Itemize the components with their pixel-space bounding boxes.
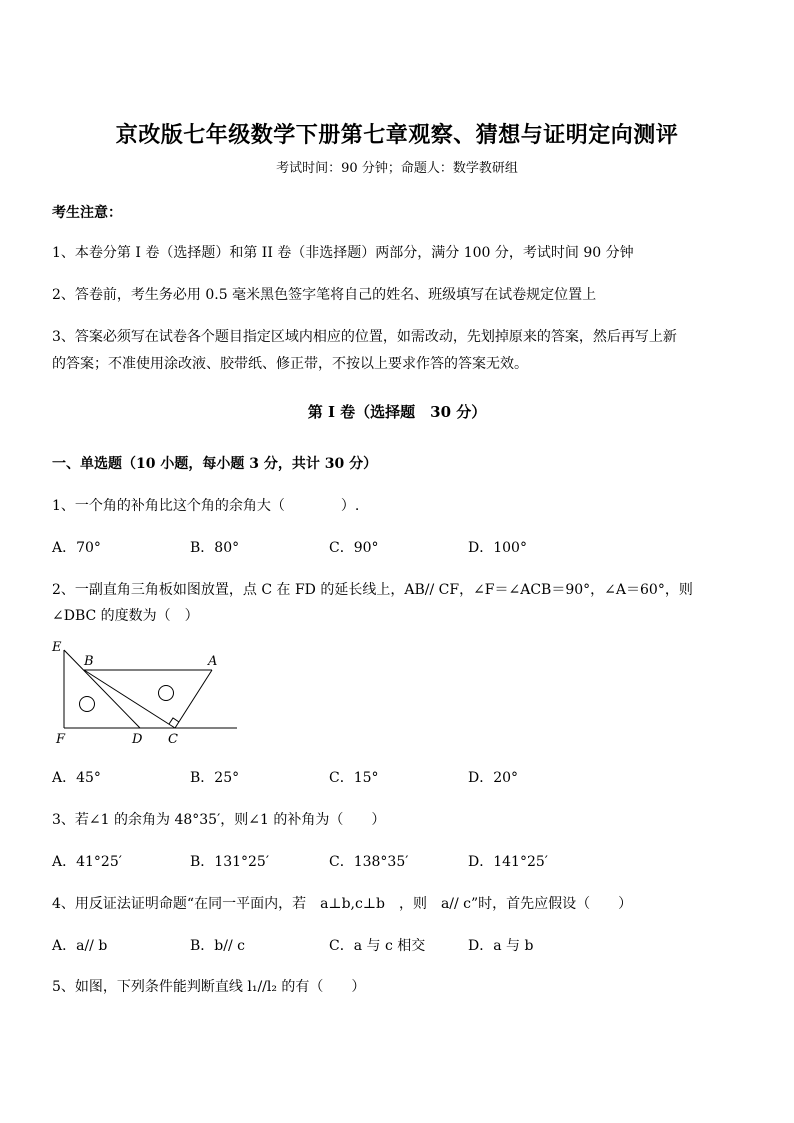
notice-item-1: 1、本卷分第 I 卷（选择题）和第 II 卷（非选择题）两部分，满分 100 分，考试时间 90 分钟 (52, 245, 634, 261)
q4-option-c: C．a 与 c 相交 (329, 938, 426, 954)
label-b: B (84, 654, 94, 669)
q3-option-d: D．141°25′ (468, 854, 548, 870)
q3-option-c: C．138°35′ (329, 854, 409, 870)
question-3-stem: 3、若∠1 的余角为 48°35′，则∠1 的补角为（ ） (52, 812, 386, 828)
label-f: F (56, 732, 66, 747)
q4-option-b: B．b// c (190, 938, 245, 954)
line-ed (64, 650, 140, 728)
q4-option-a: A．a// b (52, 938, 108, 954)
q4-option-d: D．a 与 b (468, 938, 534, 954)
q2-option-a: A．45° (52, 770, 101, 786)
page-title: 京改版七年级数学下册第七章观察、猜想与证明定向测评 (115, 122, 679, 148)
q2-option-d: D．20° (468, 770, 519, 786)
q3-option-a: A．41°25′ (52, 854, 122, 870)
triangle-hole-right (159, 686, 174, 701)
question-4-stem: 4、用反证法证明命题“在同一平面内，若 a⊥b,c⊥b ，则 a// c”时，首先应假设（ ） (52, 896, 633, 912)
part-heading: 一、单选题（10 小题，每小题 3 分，共计 30 分） (52, 456, 378, 472)
notice-item-3-cont: 的答案；不准使用涂改液、胶带纸、修正带，不按以上要求作答的答案无效。 (52, 356, 528, 372)
notice-heading: 考生注意： (52, 205, 122, 221)
q2-option-c: C．15° (329, 770, 379, 786)
triangle-figure (50, 638, 250, 748)
q3-option-b: B．131°25′ (190, 854, 270, 870)
notice-item-3: 3、答案必须写在试卷各个题目指定区域内相应的位置，如需改动，先划掉原来的答案，然后再写上新 (52, 329, 677, 345)
q1-option-a: A．70° (52, 540, 101, 556)
question-5-stem: 5、如图，下列条件能判断直线 l₁//l₂ 的有（ ） (52, 979, 366, 995)
label-a: A (208, 654, 218, 669)
notice-item-2: 2、答卷前，考生务必用 0.5 毫米黑色签字笔将自己的姓名、班级填写在试卷规定位置上 (52, 287, 597, 303)
q2-option-b: B．25° (190, 770, 240, 786)
label-d: D (132, 732, 143, 747)
q1-option-c: C．90° (329, 540, 379, 556)
q1-option-b: B．80° (190, 540, 240, 556)
right-angle-mark (169, 718, 179, 724)
question-1-stem: 1、一个角的补角比这个角的余角大（ ）. (52, 498, 360, 514)
line-ac (175, 670, 212, 728)
question-2-stem-line2: ∠DBC 的度数为（ ） (52, 608, 199, 624)
q1-option-d: D．100° (468, 540, 527, 556)
question-2-stem-line1: 2、一副直角三角板如图放置，点 C 在 FD 的延长线上，AB// CF，∠F＝∠ACB＝90°，∠A＝60°，则 (52, 582, 693, 598)
triangle-hole-left (80, 697, 95, 712)
label-e: E (52, 640, 62, 655)
exam-info: 考试时间：90 分钟；命题人：数学教研组 (276, 161, 518, 176)
section-title: 第 I 卷（选择题 30 分） (307, 403, 487, 421)
label-c: C (168, 732, 178, 747)
